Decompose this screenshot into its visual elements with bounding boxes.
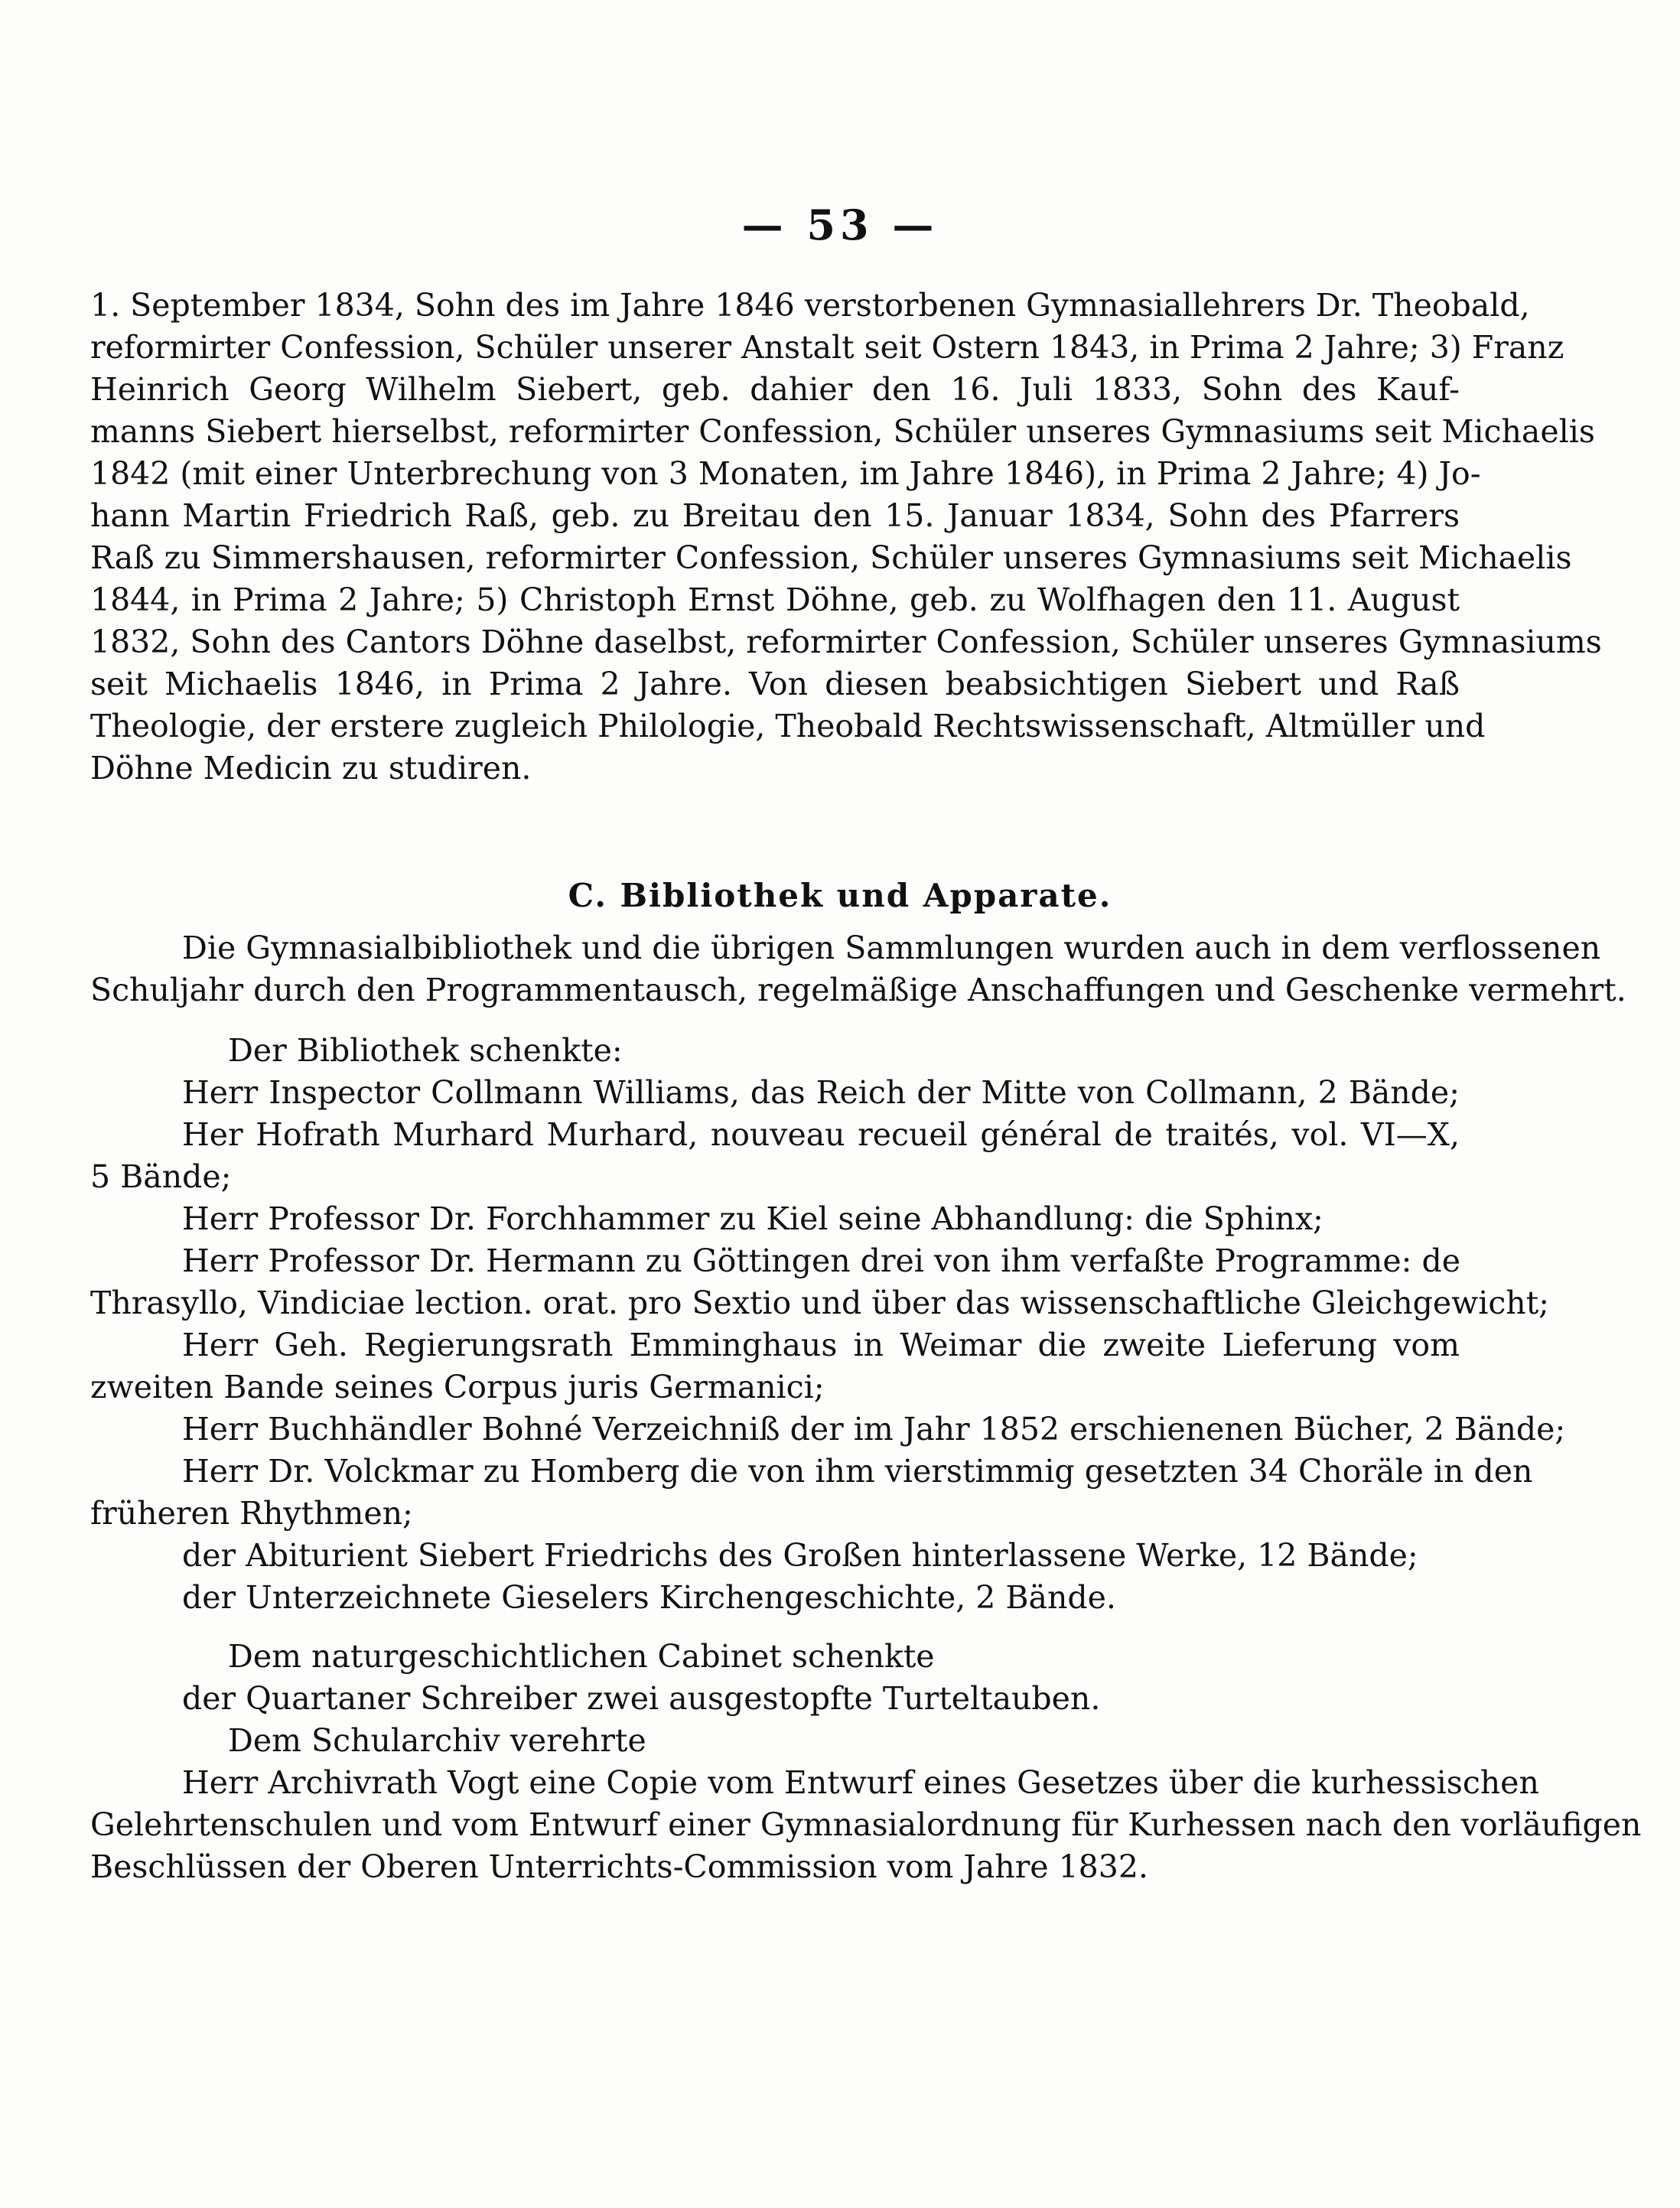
gift-entry: Thrasyllo, Vindiciae lection. orat. pro Sextio und über das wissenschaftliche Gleichgewicht;: [90, 1285, 1549, 1321]
library-gifts-section: [90, 1030, 1566, 1619]
text-line: Heinrich Georg Wilhelm Siebert, geb. dahier den 16. Juli 1833, Sohn des Kauf-: [90, 371, 1460, 408]
gift-entry: Herr Dr. Volckmar zu Homberg die von ihm vierstimmig gesetzten 34 Choräle in den: [182, 1453, 1533, 1490]
gift-entry: zweiten Bande seines Corpus juris Germanici;: [90, 1369, 825, 1405]
text-line: Schuljahr durch den Programmentausch, regelmäßige Anschaffungen und Geschenke vermehrt.: [90, 972, 1626, 1008]
text-line: Döhne Medicin zu studiren.: [90, 750, 532, 786]
gift-entry: der Abiturient Siebert Friedrichs des Großen hinterlassene Werke, 12 Bände;: [182, 1537, 1418, 1574]
cabinet-intro: Dem naturgeschichtlichen Cabinet schenkte: [228, 1638, 935, 1675]
text-line: Die Gymnasialbibliothek und die übrigen Sammlungen wurden auch in dem verflossenen: [182, 930, 1601, 966]
gift-entry: Herr Professor Dr. Forchhammer zu Kiel seine Abhandlung: die Sphinx;: [182, 1200, 1323, 1237]
gift-entry: Herr Professor Dr. Hermann zu Göttingen drei von ihm verfaßte Programme: de: [182, 1242, 1460, 1279]
archive-gift-line: Gelehrtenschulen und vom Entwurf einer Gymnasialordnung für Kurhessen nach den vorläufigen: [90, 1806, 1642, 1843]
text-line: seit Michaelis 1846, in Prima 2 Jahre. Von diesen beabsichtigen Siebert und Raß: [90, 666, 1460, 702]
gift-entry: Her Hofrath Murhard Murhard, nouveau recueil général de traités, vol. VI—X,: [182, 1116, 1460, 1153]
library-intro: Der Bibliothek schenkte:: [228, 1032, 623, 1069]
collections-paragraph: [90, 927, 1626, 1011]
text-line: Theologie, der erstere zugleich Philologie, Theobald Rechtswissenschaft, Altmüller und: [90, 708, 1486, 744]
gift-entry: der Unterzeichnete Gieselers Kirchengeschichte, 2 Bände.: [182, 1579, 1116, 1616]
text-line: hann Martin Friedrich Raß, geb. zu Breitau den 15. Januar 1834, Sohn des Pfarrers: [90, 497, 1460, 534]
archive-intro: Dem Schularchiv verehrte: [228, 1722, 646, 1759]
text-line: reformirter Confession, Schüler unserer Anstalt seit Ostern 1843, in Prima 2 Jahre; 3) Franz: [90, 329, 1564, 366]
gift-entry: Herr Inspector Collmann Williams, das Reich der Mitte von Collmann, 2 Bände;: [182, 1074, 1460, 1111]
gift-entry: Herr Geh. Regierungsrath Emminghaus in Weimar die zweite Lieferung vom: [182, 1327, 1460, 1363]
gift-entry: Herr Buchhändler Bohné Verzeichniß der im Jahr 1852 erschienenen Bücher, 2 Bände;: [182, 1411, 1566, 1448]
gift-entry: 5 Bände;: [90, 1158, 232, 1195]
archive-gift-line: Beschlüssen der Oberen Unterrichts-Commission vom Jahre 1832.: [90, 1848, 1148, 1885]
cabinet-section: [90, 1636, 1642, 1888]
page-number: — 53 —: [741, 200, 939, 249]
gift-entry: früheren Rhythmen;: [90, 1495, 413, 1532]
text-line: manns Siebert hierselbst, reformirter Confession, Schüler unseres Gymnasiums seit Michaelis: [90, 413, 1595, 450]
archive-gift-line: Herr Archivrath Vogt eine Copie vom Entwurf eines Gesetzes über die kurhessischen: [182, 1764, 1539, 1801]
text-line: 1842 (mit einer Unterbrechung von 3 Monaten, im Jahre 1846), in Prima 2 Jahre; 4) Jo-: [90, 455, 1481, 492]
text-line: 1. September 1834, Sohn des im Jahre 1846 verstorbenen Gymnasiallehrers Dr. Theobald,: [90, 287, 1530, 324]
cabinet-gift: der Quartaner Schreiber zwei ausgestopfte Turteltauben.: [182, 1680, 1101, 1717]
text-line: Raß zu Simmershausen, reformirter Confession, Schüler unseres Gymnasiums seit Michaelis: [90, 539, 1572, 576]
section-heading: C. Bibliothek und Apparate.: [568, 877, 1112, 914]
text-line: 1832, Sohn des Cantors Döhne daselbst, reformirter Confession, Schüler unseres Gymnasiums: [90, 624, 1602, 660]
text-line: 1844, in Prima 2 Jahre; 5) Christoph Ernst Döhne, geb. zu Wolfhagen den 11. August: [90, 581, 1460, 618]
graduates-paragraph: [90, 285, 1602, 790]
